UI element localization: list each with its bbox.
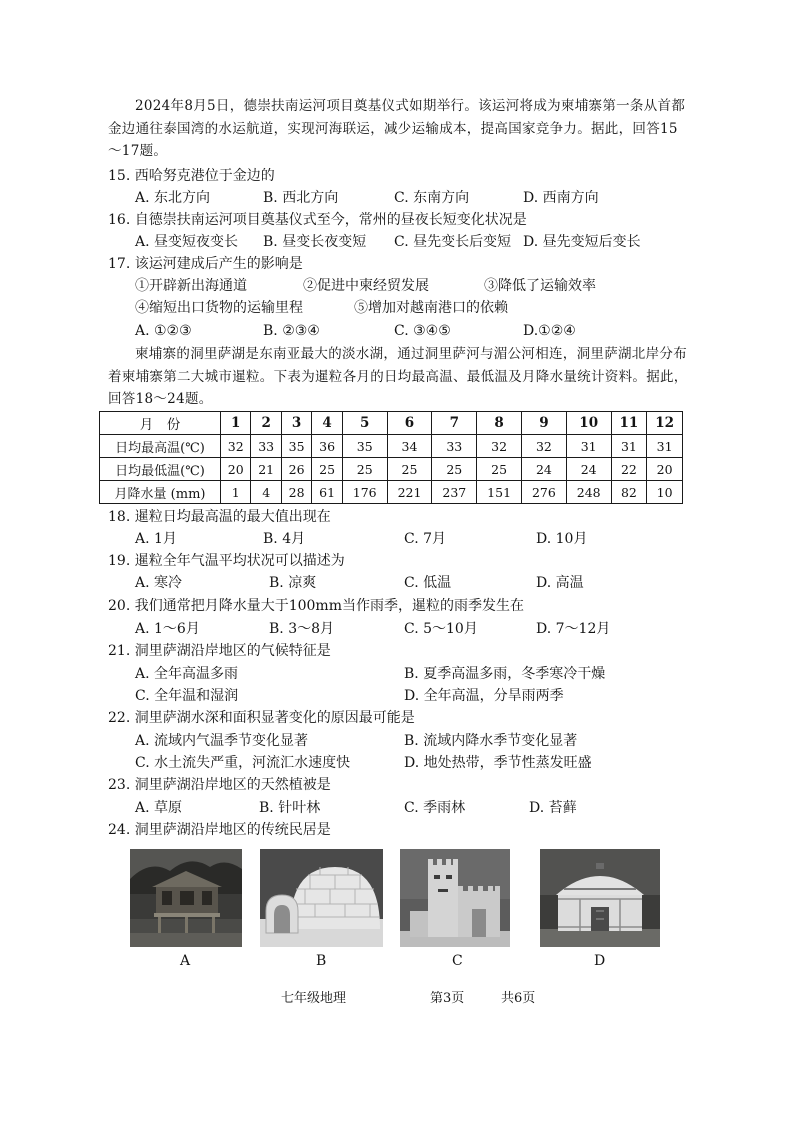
- table-cell: 31: [647, 435, 683, 458]
- footer-page-number: 第3页: [430, 991, 465, 1006]
- q23-option-d: D. 苔藓: [529, 800, 577, 816]
- table-row-precipitation: [100, 481, 683, 504]
- question-22-stem: 22. 洞里萨湖水深和面积显著变化的原因最可能是: [108, 710, 415, 726]
- q22-option-d: D. 地处热带，季节性蒸发旺盛: [404, 755, 592, 771]
- q17-statement-4: ④缩短出口货物的运输里程: [135, 300, 303, 316]
- table-cell: 248: [566, 481, 611, 504]
- q18-option-d: D. 10月: [536, 531, 588, 547]
- month-cell: 2: [251, 412, 281, 435]
- table-cell: 34: [387, 435, 432, 458]
- q17-option-a: A. ①②③: [135, 323, 192, 339]
- q16-option-a: A. 昼变短夜变长: [135, 234, 239, 250]
- q19-option-d: D. 高温: [536, 575, 584, 591]
- q20-option-d: D. 7～12月: [536, 621, 611, 637]
- q23-option-c: C. 季雨林: [404, 800, 466, 816]
- q19-option-a: A. 寒冷: [135, 575, 183, 591]
- q17-option-d: D.①②④: [523, 323, 576, 339]
- q21-option-c: C. 全年温和湿润: [135, 688, 239, 704]
- q19-option-c: C. 低温: [404, 575, 452, 591]
- photo-stilt-house: [130, 849, 242, 947]
- table-cell: 28: [281, 481, 311, 504]
- question-24-stem: 24. 洞里萨湖沿岸地区的传统民居是: [108, 822, 331, 838]
- table-cell: 32: [522, 435, 567, 458]
- table-cell: 32: [221, 435, 251, 458]
- q16-option-c: C. 昼先变长后变短: [394, 234, 512, 250]
- table-header-row: [100, 412, 683, 435]
- q20-option-a: A. 1～6月: [135, 621, 200, 637]
- q18-option-c: C. 7月: [404, 531, 447, 547]
- table-cell: 10: [647, 481, 683, 504]
- q20-option-b: B. 3～8月: [269, 621, 335, 637]
- q15-option-d: D. 西南方向: [523, 190, 599, 206]
- table-cell: 32: [477, 435, 522, 458]
- table-cell: 35: [342, 435, 387, 458]
- table-row-max-temp: [100, 435, 683, 458]
- photo-label-d: D: [594, 953, 606, 969]
- question-16-stem: 16. 自德崇扶南运河项目奠基仪式至今，常州的昼夜长短变化状况是: [108, 212, 527, 228]
- month-header-cell: 月 份: [100, 412, 221, 435]
- row-label-cell: 日均最低温(℃): [100, 458, 221, 481]
- table-cell: 31: [611, 435, 647, 458]
- table-cell: 25: [387, 458, 432, 481]
- table-cell: 25: [312, 458, 342, 481]
- q17-option-c: C. ③④⑤: [394, 323, 451, 339]
- table-cell: 31: [566, 435, 611, 458]
- q22-option-a: A. 流域内气温季节变化显著: [135, 733, 309, 749]
- table-cell: 1: [221, 481, 251, 504]
- q17-option-b: B. ②③④: [263, 323, 320, 339]
- month-cell: 3: [281, 412, 311, 435]
- q23-option-a: A. 草原: [135, 800, 183, 816]
- question-19-stem: 19. 暹粒全年气温平均状况可以描述为: [108, 553, 345, 569]
- q21-option-a: A. 全年高温多雨: [135, 666, 239, 682]
- month-cell: 12: [647, 412, 683, 435]
- month-cell: 1: [221, 412, 251, 435]
- q17-statement-2: ②促进中柬经贸发展: [303, 278, 429, 294]
- table-cell: 151: [477, 481, 522, 504]
- table-cell: 24: [566, 458, 611, 481]
- q15-option-a: A. 东北方向: [135, 190, 211, 206]
- photo-label-a: A: [180, 953, 191, 969]
- intro-passage-1: 2024年8月5日，德崇扶南运河项目奠基仪式如期举行。该运河将成为柬埔寨第一条从首都金边通往泰国湾的水运航道，实现河海联运，减少运输成本，提高国家竞争力。据此，回答15～17题。: [108, 98, 686, 159]
- photo-label-b: B: [316, 953, 327, 969]
- table-cell: 24: [522, 458, 567, 481]
- table-cell: 4: [251, 481, 281, 504]
- table-cell: 221: [387, 481, 432, 504]
- table-cell: 25: [342, 458, 387, 481]
- table-cell: 176: [342, 481, 387, 504]
- q21-option-b: B. 夏季高温多雨，冬季寒冷干燥: [404, 666, 606, 682]
- table-cell: 276: [522, 481, 567, 504]
- table-cell: 36: [312, 435, 342, 458]
- q17-statement-1: ①开辟新出海通道: [135, 278, 247, 294]
- month-cell: 4: [312, 412, 342, 435]
- q21-option-d: D. 全年高温，分旱雨两季: [404, 688, 564, 704]
- table-cell: 20: [647, 458, 683, 481]
- q17-statement-5: ⑤增加对越南港口的依赖: [354, 300, 508, 316]
- month-cell: 6: [387, 412, 432, 435]
- table-cell: 61: [312, 481, 342, 504]
- q23-option-b: B. 针叶林: [259, 800, 321, 816]
- question-17-stem: 17. 该运河建成后产生的影响是: [108, 256, 303, 272]
- q18-option-b: B. 4月: [263, 531, 306, 547]
- photo-yurt: [540, 849, 660, 947]
- question-21-stem: 21. 洞里萨湖沿岸地区的气候特征是: [108, 643, 331, 659]
- month-cell: 5: [342, 412, 387, 435]
- q17-statement-3: ③降低了运输效率: [484, 278, 596, 294]
- question-18-stem: 18. 暹粒日均最高温的最大值出现在: [108, 509, 331, 525]
- month-cell: 8: [477, 412, 522, 435]
- photo-adobe-tower: [400, 849, 510, 947]
- table-cell: 82: [611, 481, 647, 504]
- question-15-stem: 15. 西哈努克港位于金边的: [108, 168, 275, 184]
- question-20-stem: 20. 我们通常把月降水量大于100mm当作雨季，暹粒的雨季发生在: [108, 598, 524, 614]
- photo-label-c: C: [452, 953, 463, 969]
- row-label-cell: 日均最高温(℃): [100, 435, 221, 458]
- q16-option-d: D. 昼先变短后变长: [523, 234, 641, 250]
- q19-option-b: B. 凉爽: [269, 575, 317, 591]
- intro-passage-2: 柬埔寨的洞里萨湖是东南亚最大的淡水湖，通过洞里萨河与湄公河相连，洞里萨湖北岸分布着柬埔寨第二大城市暹粒。下表为暹粒各月的日均最高温、最低温及月降水量统计资料。据此，回答18～24题。: [108, 346, 688, 407]
- row-label-cell: 月降水量 (mm): [100, 481, 221, 504]
- month-cell: 7: [432, 412, 477, 435]
- month-cell: 9: [522, 412, 567, 435]
- month-cell: 11: [611, 412, 647, 435]
- q22-option-c: C. 水土流失严重，河流汇水速度快: [135, 755, 351, 771]
- q15-option-b: B. 西北方向: [263, 190, 339, 206]
- q18-option-a: A. 1月: [135, 531, 177, 547]
- photo-igloo: [260, 849, 383, 947]
- month-cell: 10: [566, 412, 611, 435]
- table-cell: 33: [432, 435, 477, 458]
- table-cell: 33: [251, 435, 281, 458]
- table-cell: 25: [432, 458, 477, 481]
- q20-option-c: C. 5～10月: [404, 621, 478, 637]
- q15-option-c: C. 东南方向: [394, 190, 470, 206]
- table-cell: 22: [611, 458, 647, 481]
- table-cell: 35: [281, 435, 311, 458]
- table-cell: 21: [251, 458, 281, 481]
- table-row-min-temp: [100, 458, 683, 481]
- q16-option-b: B. 昼变长夜变短: [263, 234, 367, 250]
- table-cell: 25: [477, 458, 522, 481]
- table-cell: 237: [432, 481, 477, 504]
- table-cell: 20: [221, 458, 251, 481]
- table-cell: 26: [281, 458, 311, 481]
- question-23-stem: 23. 洞里萨湖沿岸地区的天然植被是: [108, 777, 331, 793]
- footer-subject: 七年级地理: [281, 991, 347, 1006]
- q22-option-b: B. 流域内降水季节变化显著: [404, 733, 578, 749]
- footer-total-pages: 共6页: [501, 991, 536, 1006]
- siem-reap-climate-table: [99, 411, 683, 504]
